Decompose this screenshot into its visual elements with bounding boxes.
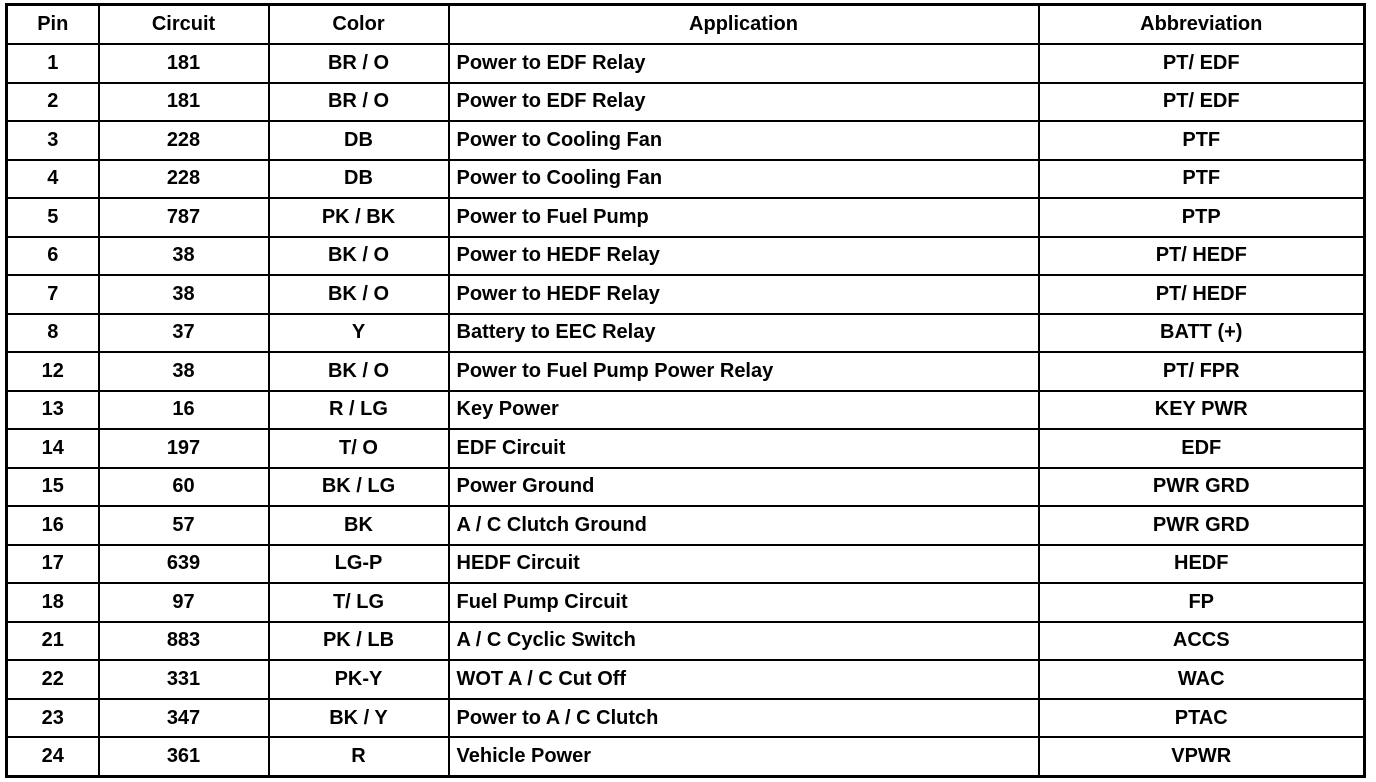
table-row — [7, 468, 1365, 507]
abbreviation-cell: PTF — [1039, 160, 1365, 199]
application-cell: HEDF Circuit — [449, 545, 1039, 584]
pin-cell: 12 — [7, 352, 99, 391]
color-cell: R — [269, 737, 449, 776]
abbreviation-cell: PT/ EDF — [1039, 83, 1365, 122]
abbreviation-cell: PWR GRD — [1039, 506, 1365, 545]
table-row — [7, 44, 1365, 83]
application-cell: Power to EDF Relay — [449, 83, 1039, 122]
header-circuit: Circuit — [99, 5, 269, 45]
pin-cell: 6 — [7, 237, 99, 276]
color-cell: BK / LG — [269, 468, 449, 507]
pin-cell: 22 — [7, 660, 99, 699]
color-cell: DB — [269, 121, 449, 160]
abbreviation-cell: PWR GRD — [1039, 468, 1365, 507]
pin-cell: 21 — [7, 622, 99, 661]
application-cell: WOT A / C Cut Off — [449, 660, 1039, 699]
color-cell: PK / BK — [269, 198, 449, 237]
abbreviation-cell: EDF — [1039, 429, 1365, 468]
color-cell: BR / O — [269, 83, 449, 122]
pin-cell: 23 — [7, 699, 99, 738]
application-cell: A / C Clutch Ground — [449, 506, 1039, 545]
application-cell: Power to HEDF Relay — [449, 237, 1039, 276]
circuit-cell: 97 — [99, 583, 269, 622]
abbreviation-cell: PTF — [1039, 121, 1365, 160]
pin-cell: 4 — [7, 160, 99, 199]
pin-cell: 17 — [7, 545, 99, 584]
application-cell: Power to Cooling Fan — [449, 121, 1039, 160]
circuit-cell: 16 — [99, 391, 269, 430]
circuit-cell: 347 — [99, 699, 269, 738]
color-cell: BK / Y — [269, 699, 449, 738]
abbreviation-cell: PTP — [1039, 198, 1365, 237]
table-row — [7, 545, 1365, 584]
color-cell: BR / O — [269, 44, 449, 83]
circuit-cell: 181 — [99, 44, 269, 83]
pin-cell: 18 — [7, 583, 99, 622]
pin-cell: 16 — [7, 506, 99, 545]
circuit-cell: 228 — [99, 121, 269, 160]
application-cell: Power to HEDF Relay — [449, 275, 1039, 314]
table-row — [7, 160, 1365, 199]
table-row — [7, 391, 1365, 430]
color-cell: R / LG — [269, 391, 449, 430]
table-row — [7, 275, 1365, 314]
color-cell: T/ LG — [269, 583, 449, 622]
table-row — [7, 737, 1365, 776]
abbreviation-cell: ACCS — [1039, 622, 1365, 661]
circuit-cell: 639 — [99, 545, 269, 584]
table-body — [7, 44, 1365, 777]
circuit-cell: 181 — [99, 83, 269, 122]
table-row — [7, 237, 1365, 276]
abbreviation-cell: KEY PWR — [1039, 391, 1365, 430]
color-cell: BK / O — [269, 352, 449, 391]
application-cell: Key Power — [449, 391, 1039, 430]
pin-cell: 24 — [7, 737, 99, 776]
color-cell: BK / O — [269, 237, 449, 276]
circuit-cell: 197 — [99, 429, 269, 468]
color-cell: Y — [269, 314, 449, 353]
application-cell: Power Ground — [449, 468, 1039, 507]
application-cell: A / C Cyclic Switch — [449, 622, 1039, 661]
table-row — [7, 429, 1365, 468]
pin-cell: 7 — [7, 275, 99, 314]
abbreviation-cell: FP — [1039, 583, 1365, 622]
color-cell: BK / O — [269, 275, 449, 314]
abbreviation-cell: VPWR — [1039, 737, 1365, 776]
pin-cell: 14 — [7, 429, 99, 468]
circuit-cell: 38 — [99, 237, 269, 276]
pin-cell: 13 — [7, 391, 99, 430]
color-cell: LG-P — [269, 545, 449, 584]
application-cell: Power to EDF Relay — [449, 44, 1039, 83]
circuit-cell: 331 — [99, 660, 269, 699]
abbreviation-cell: PT/ FPR — [1039, 352, 1365, 391]
abbreviation-cell: BATT (+) — [1039, 314, 1365, 353]
application-cell: Vehicle Power — [449, 737, 1039, 776]
circuit-cell: 883 — [99, 622, 269, 661]
pin-cell: 2 — [7, 83, 99, 122]
abbreviation-cell: PT/ EDF — [1039, 44, 1365, 83]
circuit-cell: 37 — [99, 314, 269, 353]
abbreviation-cell: PT/ HEDF — [1039, 237, 1365, 276]
table-row — [7, 699, 1365, 738]
pin-cell: 1 — [7, 44, 99, 83]
abbreviation-cell: HEDF — [1039, 545, 1365, 584]
header-application: Application — [449, 5, 1039, 45]
application-cell: Power to Cooling Fan — [449, 160, 1039, 199]
abbreviation-cell: PT/ HEDF — [1039, 275, 1365, 314]
circuit-cell: 60 — [99, 468, 269, 507]
application-cell: EDF Circuit — [449, 429, 1039, 468]
color-cell: T/ O — [269, 429, 449, 468]
application-cell: Fuel Pump Circuit — [449, 583, 1039, 622]
abbreviation-cell: WAC — [1039, 660, 1365, 699]
circuit-cell: 361 — [99, 737, 269, 776]
table-row — [7, 121, 1365, 160]
table-row — [7, 622, 1365, 661]
table-row — [7, 660, 1365, 699]
pin-cell: 3 — [7, 121, 99, 160]
pin-circuit-table — [5, 3, 1366, 778]
abbreviation-cell: PTAC — [1039, 699, 1365, 738]
header-row — [7, 5, 1365, 45]
color-cell: PK / LB — [269, 622, 449, 661]
header-abbreviation: Abbreviation — [1039, 5, 1365, 45]
table-row — [7, 583, 1365, 622]
circuit-cell: 38 — [99, 352, 269, 391]
application-cell: Power to Fuel Pump — [449, 198, 1039, 237]
circuit-cell: 38 — [99, 275, 269, 314]
application-cell: Power to A / C Clutch — [449, 699, 1039, 738]
color-cell: BK — [269, 506, 449, 545]
table-row — [7, 506, 1365, 545]
color-cell: PK-Y — [269, 660, 449, 699]
pin-cell: 8 — [7, 314, 99, 353]
circuit-cell: 787 — [99, 198, 269, 237]
table-row — [7, 198, 1365, 237]
circuit-cell: 228 — [99, 160, 269, 199]
header-color: Color — [269, 5, 449, 45]
pin-cell: 15 — [7, 468, 99, 507]
table-row — [7, 314, 1365, 353]
color-cell: DB — [269, 160, 449, 199]
application-cell: Battery to EEC Relay — [449, 314, 1039, 353]
table-row — [7, 352, 1365, 391]
pin-cell: 5 — [7, 198, 99, 237]
table-row — [7, 83, 1365, 122]
header-pin: Pin — [7, 5, 99, 45]
application-cell: Power to Fuel Pump Power Relay — [449, 352, 1039, 391]
circuit-cell: 57 — [99, 506, 269, 545]
